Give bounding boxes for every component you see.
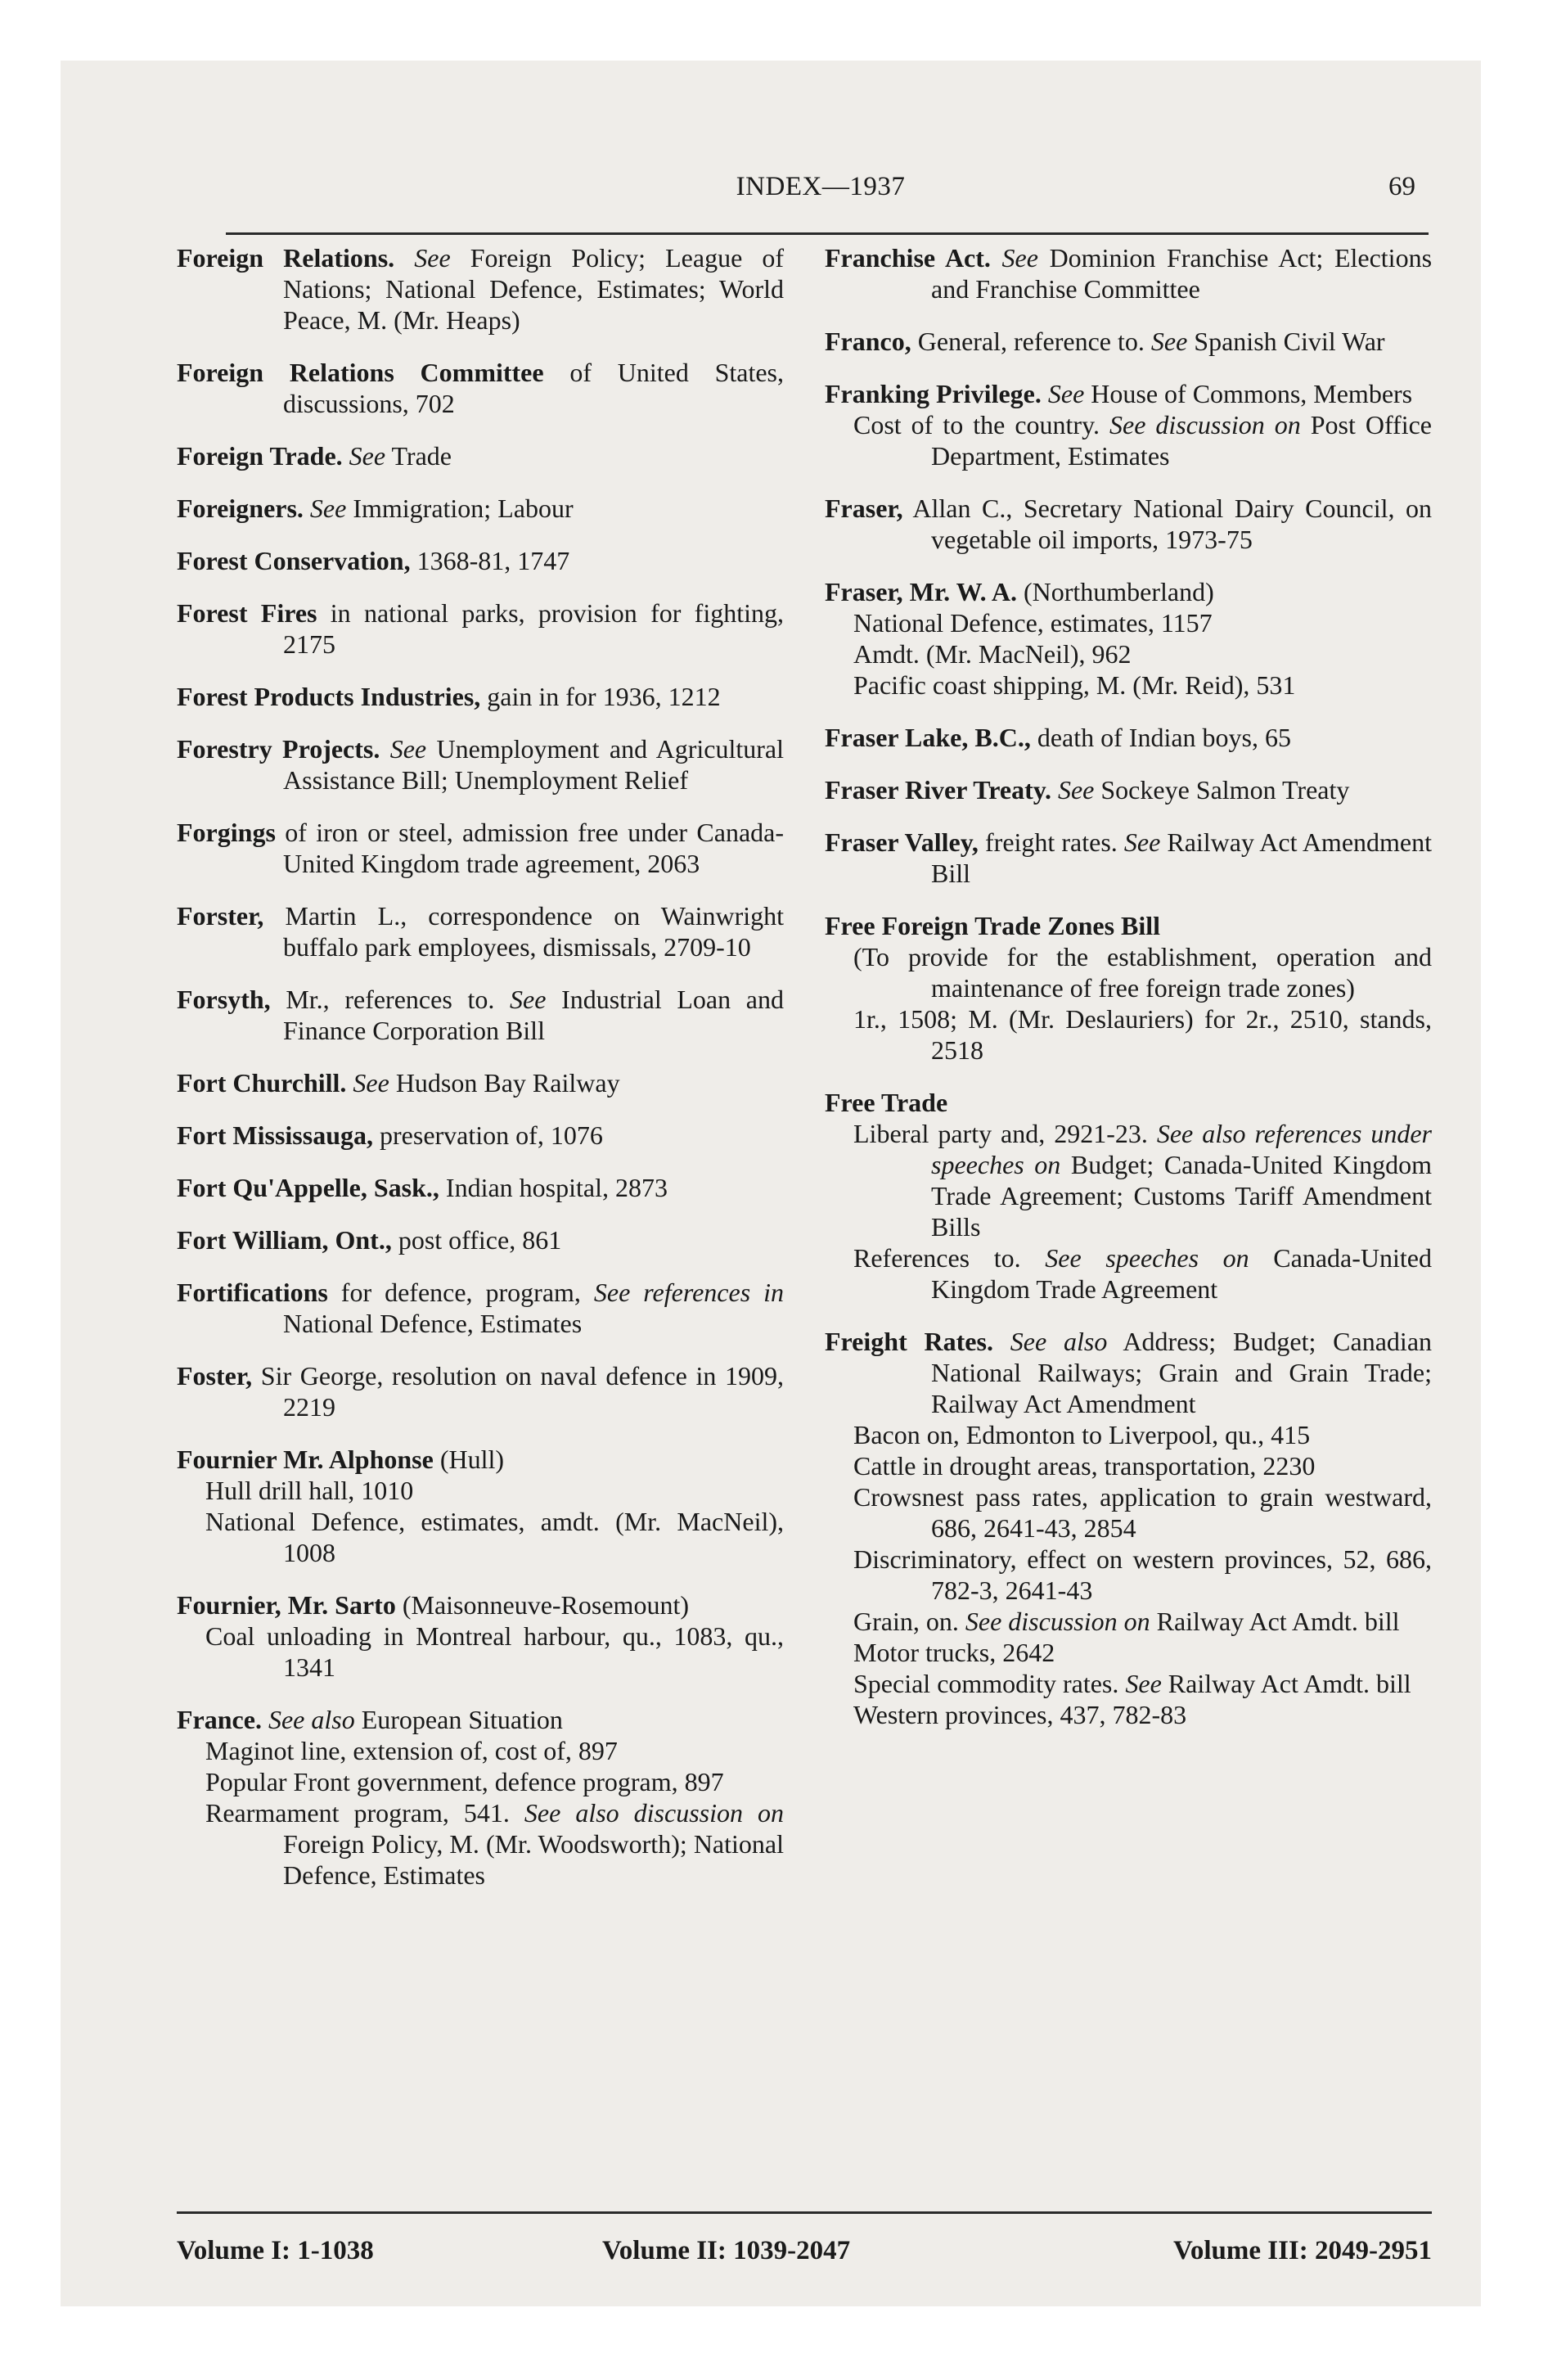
entry-text: (Northumberland) (1016, 577, 1214, 606)
entry-text: Railway Act Amdt. bill (1161, 1669, 1411, 1698)
index-subentry (177, 1475, 784, 1506)
cross-reference-text: See references in (593, 1278, 785, 1307)
index-entry-heading-line (825, 774, 1432, 805)
index-heading: Foreigners. (177, 494, 304, 523)
index-entry-heading-line (177, 597, 784, 660)
index-heading: Foster, (177, 1361, 253, 1391)
entry-text: 1368-81, 1747 (410, 546, 570, 575)
entry-text: Special commodity rates. (853, 1669, 1126, 1698)
index-entry (177, 817, 784, 879)
index-heading: Free Foreign Trade Zones Bill (825, 911, 1161, 940)
index-heading: Franking Privilege. (825, 379, 1042, 408)
index-subentry (825, 1118, 1432, 1242)
cross-reference-text: See (1123, 827, 1161, 857)
index-entry-heading-line (177, 1444, 784, 1475)
footer-rule (177, 2211, 1432, 2214)
index-entry (177, 984, 784, 1046)
index-entry-heading-line (825, 576, 1432, 607)
entry-text: National Defence, estimates, amdt. (Mr. MacNeil), 1008 (205, 1507, 784, 1567)
index-heading: Fraser Valley, (825, 827, 979, 857)
index-heading: Foreign Relations Committee (177, 358, 544, 387)
entry-text: General, reference to. (911, 327, 1151, 356)
index-subentry (825, 669, 1432, 701)
entry-text: European Situation (354, 1705, 563, 1734)
index-entry (825, 242, 1432, 304)
entry-text: References to. (853, 1243, 1046, 1273)
entry-text: Trade (385, 441, 452, 471)
entry-text: Bacon on, Edmonton to Liverpool, qu., 415 (853, 1420, 1311, 1449)
index-heading: Franchise Act. (825, 243, 991, 273)
entry-text: Mr., references to. (270, 985, 510, 1014)
index-entry (825, 326, 1432, 357)
entry-text: Sir George, resolution on naval defence in 1909, 2219 (252, 1361, 784, 1422)
index-entry-heading-line (177, 681, 784, 712)
entry-text: Rearmament program, 541. (205, 1798, 524, 1828)
index-entry-heading-line (177, 1704, 784, 1735)
cross-reference-text: See (1150, 327, 1188, 356)
index-subentry (825, 941, 1432, 1003)
index-entry (825, 493, 1432, 555)
index-entry-heading-line (825, 827, 1432, 889)
entry-text: Unemployment and Agricultural Assistance Bill; Unemployment Relief (283, 734, 785, 795)
entry-text: Foreign Policy, M. (Mr. Woodsworth); National Defence, Estimates (283, 1829, 784, 1890)
footer-volume-3: Volume III: 2049-2951 (1173, 2236, 1432, 2265)
entry-text: National Defence, Estimates (283, 1309, 583, 1338)
entry-text: Industrial Loan and Finance Corporation Bill (283, 985, 785, 1045)
index-entry (177, 1277, 784, 1339)
entry-text: Hudson Bay Railway (389, 1068, 620, 1098)
entry-text: Liberal party and, 2921-23. (853, 1119, 1157, 1148)
footer-volume-1: Volume I: 1-1038 (177, 2236, 374, 2265)
index-entry-heading-line (177, 1277, 784, 1339)
index-heading: Forestry Projects. (177, 734, 380, 764)
index-entry-heading-line (177, 817, 784, 879)
index-entry (825, 774, 1432, 805)
index-entry-heading-line (825, 1087, 1432, 1118)
index-entry (825, 910, 1432, 1066)
entry-text: Cost of to the country. (853, 410, 1109, 439)
entry-text: gain in for 1936, 1212 (480, 682, 721, 711)
cross-reference-text: See (309, 494, 347, 523)
entry-text: Maginot line, extension of, cost of, 897 (205, 1736, 618, 1765)
index-entry-heading-line (825, 493, 1432, 555)
cross-reference-text: See (510, 985, 547, 1014)
entry-text: House of Commons, Members (1084, 379, 1413, 408)
index-entry-heading-line (177, 1589, 784, 1620)
cross-reference-text: See speeches on (1045, 1243, 1249, 1273)
index-subentry (177, 1506, 784, 1568)
entry-text: Amdt. (Mr. MacNeil), 962 (853, 639, 1132, 669)
index-entry (177, 493, 784, 524)
index-subentry (177, 1766, 784, 1797)
index-heading: Fraser Lake, B.C., (825, 723, 1031, 752)
index-entry-heading-line (177, 733, 784, 796)
entry-text: Dominion Franchise Act; Elections and Franchise Committee (931, 243, 1433, 304)
index-heading: Fort Qu'Appelle, Sask., (177, 1173, 439, 1202)
index-entry (177, 733, 784, 796)
entry-text: Canada-United Kingdom Trade Agreement (931, 1243, 1433, 1304)
index-entry-heading-line (177, 1172, 784, 1203)
entry-text: Hull drill hall, 1010 (205, 1476, 414, 1505)
entry-text: National Defence, estimates, 1157 (853, 608, 1213, 638)
index-entry-heading-line (825, 326, 1432, 357)
entry-text: freight rates. (978, 827, 1124, 857)
entry-text: Western provinces, 437, 782-83 (853, 1700, 1187, 1729)
index-subentry (825, 1242, 1432, 1305)
running-title: INDEX—1937 (736, 172, 906, 201)
index-entry-heading-line (177, 1224, 784, 1255)
entry-text: Allan C., Secretary National Dairy Council, on vegetable oil imports, 1973-75 (902, 494, 1432, 554)
index-entry (177, 440, 784, 471)
index-subentry (825, 409, 1432, 471)
entry-text: Indian hospital, 2873 (439, 1173, 668, 1202)
entry-text: Budget; Canada-United Kingdom Trade Agreement; Customs Tariff Amendment Bills (931, 1150, 1433, 1242)
index-heading: Fournier, Mr. Sarto (177, 1590, 396, 1620)
index-subentry (825, 1668, 1432, 1699)
index-subentry (177, 1797, 784, 1891)
index-entry-heading-line (825, 722, 1432, 753)
page-header (226, 172, 1415, 213)
index-entry-heading-line (177, 242, 784, 336)
cross-reference-text: See (414, 243, 451, 273)
entry-text: Cattle in drought areas, transportation, 2230 (853, 1451, 1316, 1481)
index-heading: Free Trade (825, 1088, 948, 1117)
index-heading: Foreign Trade. (177, 441, 343, 471)
index-subentry (825, 1419, 1432, 1450)
index-entry (825, 378, 1432, 471)
index-heading: Freight Rates. (825, 1327, 993, 1356)
index-column-left (177, 242, 784, 1912)
entry-text: Discriminatory, effect on western provinces, 52, 686, 782-3, 2641-43 (853, 1544, 1432, 1605)
cross-reference-text: See (1057, 775, 1095, 805)
index-entry (177, 597, 784, 660)
index-entry-heading-line (177, 900, 784, 962)
index-subentry (825, 1481, 1432, 1544)
index-entry-heading-line (177, 357, 784, 419)
index-heading: Fraser, (825, 494, 903, 523)
index-subentry (177, 1620, 784, 1683)
index-subentry (177, 1735, 784, 1766)
entry-text: (Hull) (433, 1445, 505, 1474)
index-entry (177, 1172, 784, 1203)
index-entry (177, 900, 784, 962)
cross-reference-text: See (1001, 243, 1038, 273)
entry-text: Post Office Department, Estimates (931, 410, 1433, 471)
cross-reference-text: See discussion on (965, 1607, 1150, 1636)
entry-text: Railway Act Amendment Bill (931, 827, 1432, 888)
index-entry-heading-line (177, 1360, 784, 1422)
footer-volume-2: Volume II: 1039-2047 (602, 2236, 851, 2265)
index-heading: Forster, (177, 901, 264, 931)
index-heading: Foreign Relations. (177, 243, 395, 273)
index-heading: Fraser, Mr. W. A. (825, 577, 1017, 606)
index-entry (177, 1120, 784, 1151)
index-entry-heading-line (177, 984, 784, 1046)
index-heading: Forsyth, (177, 985, 271, 1014)
entry-text: for defence, program, (327, 1278, 594, 1307)
entry-text: death of Indian boys, 65 (1030, 723, 1291, 752)
entry-text: Foreign Policy; League of Nations; National Defence, Estimates; World Peace, M. (Mr. Heaps) (283, 243, 785, 335)
entry-text: Immigration; Labour (346, 494, 574, 523)
index-subentry (825, 1450, 1432, 1481)
index-entry (177, 1589, 784, 1683)
entry-text: Grain, on. (853, 1607, 965, 1636)
header-rule (226, 232, 1429, 235)
index-entry (177, 1444, 784, 1568)
index-subentry (825, 1003, 1432, 1066)
entry-text: Pacific coast shipping, M. (Mr. Reid), 531 (853, 670, 1296, 700)
cross-reference-text: See (353, 1068, 389, 1098)
entry-text: Railway Act Amdt. bill (1150, 1607, 1400, 1636)
entry-text: 1r., 1508; M. (Mr. Deslauriers) for 2r., 2510, stands, 2518 (853, 1004, 1432, 1065)
index-entry-heading-line (177, 1120, 784, 1151)
entry-text: Spanish Civil War (1187, 327, 1385, 356)
index-entry-heading-line (177, 493, 784, 524)
entry-text: (Maisonneuve-Rosemount) (395, 1590, 689, 1620)
entry-text: Sockeye Salmon Treaty (1094, 775, 1350, 805)
cross-reference-text: See (1047, 379, 1085, 408)
cross-reference-text: See (349, 441, 386, 471)
cross-reference-text: See also discussion on (524, 1798, 785, 1828)
index-entry (825, 1326, 1432, 1730)
index-entry (825, 827, 1432, 889)
index-heading: Forgings (177, 818, 276, 847)
index-entry (825, 1087, 1432, 1305)
index-entry-heading-line (825, 910, 1432, 941)
index-entry-heading-line (177, 440, 784, 471)
entry-text: Address; Budget; Canadian National Railways; Grain and Grain Trade; Railway Act Amendment (931, 1327, 1433, 1418)
cross-reference-text: See discussion on (1109, 410, 1301, 439)
index-heading: France. (177, 1705, 262, 1734)
index-entry (825, 576, 1432, 701)
index-entry (177, 1067, 784, 1098)
entry-text: preservation of, 1076 (373, 1120, 603, 1150)
index-heading: Fournier Mr. Alphonse (177, 1445, 434, 1474)
cross-reference-text: See (389, 734, 427, 764)
entry-text: of iron or steel, admission free under Canada-United Kingdom trade agreement, 2063 (275, 818, 784, 878)
index-heading: Fort William, Ont., (177, 1225, 392, 1255)
index-entry (177, 545, 784, 576)
index-entry-heading-line (825, 378, 1432, 409)
index-entry (825, 722, 1432, 753)
entry-text: post office, 861 (391, 1225, 562, 1255)
entry-text: in national parks, provision for fighting, 2175 (283, 598, 785, 659)
index-heading: Franco, (825, 327, 911, 356)
index-entry (177, 1360, 784, 1422)
index-entry-heading-line (177, 545, 784, 576)
index-subentry (825, 607, 1432, 638)
index-entry-heading-line (825, 1326, 1432, 1419)
index-heading: Fraser River Treaty. (825, 775, 1051, 805)
index-heading: Forest Fires (177, 598, 317, 628)
index-entry-heading-line (825, 242, 1432, 304)
entry-text: Motor trucks, 2642 (853, 1638, 1055, 1667)
index-entry (177, 1224, 784, 1255)
index-entry (177, 681, 784, 712)
cross-reference-text: See also (1010, 1327, 1108, 1356)
index-subentry (825, 638, 1432, 669)
index-heading: Fort Churchill. (177, 1068, 347, 1098)
index-subentry (825, 1544, 1432, 1606)
index-entry (177, 1704, 784, 1891)
index-subentry (825, 1699, 1432, 1730)
index-entry (177, 357, 784, 419)
entry-text: Popular Front government, defence program, 897 (205, 1767, 724, 1796)
index-heading: Fortifications (177, 1278, 328, 1307)
page-number: 69 (1388, 172, 1415, 201)
index-subentry (825, 1637, 1432, 1668)
index-heading: Fort Mississauga, (177, 1120, 373, 1150)
index-subentry (825, 1606, 1432, 1637)
index-column-right (825, 242, 1432, 1751)
entry-text: Martin L., correspondence on Wainwright buffalo park employees, dismissals, 2709-10 (263, 901, 784, 962)
index-entry (177, 242, 784, 336)
entry-text: Coal unloading in Montreal harbour, qu., 1083, qu., 1341 (205, 1621, 784, 1682)
page-footer (177, 2236, 1432, 2277)
index-heading: Forest Products Industries, (177, 682, 481, 711)
entry-text: Crowsnest pass rates, application to grain westward, 686, 2641-43, 2854 (853, 1482, 1432, 1543)
cross-reference-text: See also (268, 1705, 355, 1734)
entry-text: of United States, discussions, 702 (283, 358, 785, 418)
entry-text: (To provide for the establishment, operation and maintenance of free foreign trade zones) (853, 942, 1432, 1003)
cross-reference-text: See (1125, 1669, 1162, 1698)
index-heading: Forest Conservation, (177, 546, 411, 575)
index-entry-heading-line (177, 1067, 784, 1098)
cross-reference-text: See also references under speeches on (931, 1119, 1433, 1179)
